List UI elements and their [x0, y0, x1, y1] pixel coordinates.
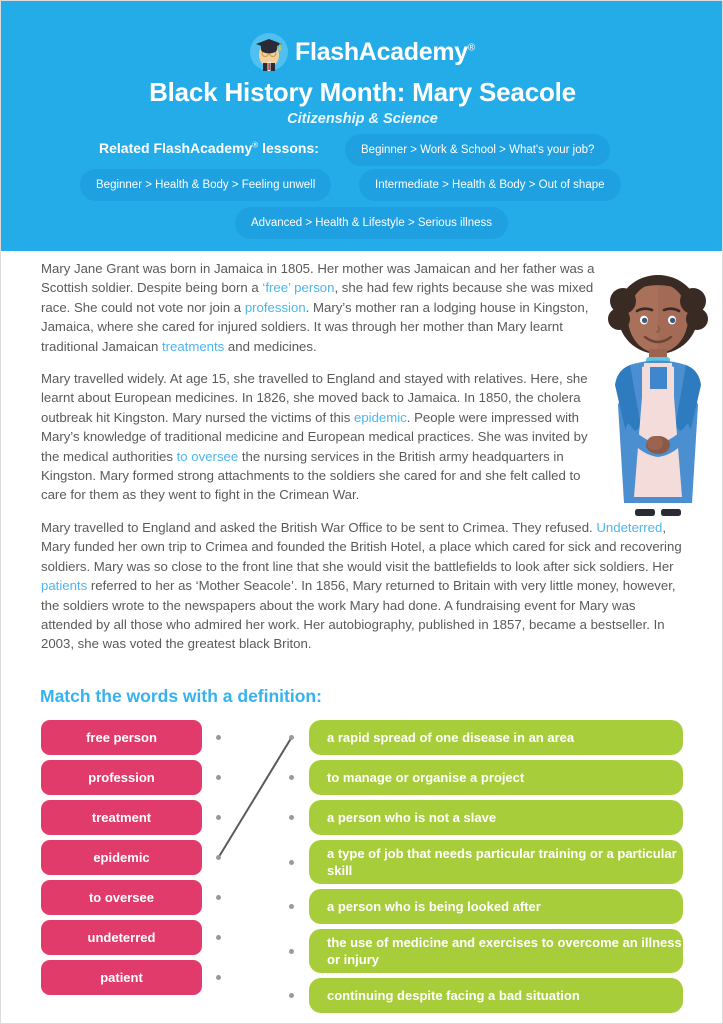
paragraph-text: Mary Jane Grant was born in Jamaica in 1805. Her mother was Jamaican and her father was a Scottish soldier. Despite being born a	[41, 261, 595, 296]
paragraph-text: the nursing services in the British army headquarters in Kingston. Mary formed strong attachments to the soldiers she cared for and she felt called to care for them as they went to fight in the Crimean War.	[41, 448, 581, 503]
brand-registered-mark: ®	[467, 42, 475, 54]
lesson-pill-2[interactable]: Beginner > Health & Body > Feeling unwell	[80, 169, 331, 201]
word-pill[interactable]: undeterred	[41, 920, 202, 955]
keyword-term[interactable]: profession	[244, 299, 306, 315]
definition-connector-dot[interactable]	[289, 775, 294, 780]
definition-connector-dot[interactable]	[289, 904, 294, 909]
paragraph-2	[41, 369, 597, 505]
lesson-pill-1[interactable]: Beginner > Work & School > What's your job?	[345, 134, 610, 166]
definition-pill[interactable]: to manage or organise a project	[309, 760, 683, 795]
word-pill[interactable]: free person	[41, 720, 202, 755]
paragraph-text: . People were impressed with Mary’s knowledge of traditional medicine and European medical practices. She was invited by the medical authorities	[41, 409, 588, 464]
definition-pill[interactable]: the use of medicine and exercises to overcome an illness or injury	[309, 929, 683, 973]
definition-pill[interactable]: continuing despite facing a bad situation	[309, 978, 683, 1013]
paragraph-text: , Mary funded her own trip to Crimea and founded the British Hotel, a place which cared for sick and recovering soldiers. Mary was so close to the front line that she would visit the battlefields to look after sick soldiers. Her	[41, 519, 682, 574]
definition-pill[interactable]: a person who is being looked after	[309, 889, 683, 924]
keyword-term[interactable]: epidemic	[353, 409, 407, 425]
word-connector-dot[interactable]	[216, 775, 221, 780]
word-pill[interactable]: to oversee	[41, 880, 202, 915]
definition-pill[interactable]: a rapid spread of one disease in an area	[309, 720, 683, 755]
related-lessons-label-pre: Related FlashAcademy	[99, 140, 253, 156]
definition-connector-dot[interactable]	[289, 949, 294, 954]
word-connector-dot[interactable]	[216, 815, 221, 820]
keyword-term[interactable]: ‘free’ person	[262, 280, 335, 296]
lesson-pill-4[interactable]: Advanced > Health & Lifestyle > Serious illness	[235, 207, 508, 239]
paragraph-text: Mary travelled to England and asked the British War Office to be sent to Crimea. They refused.	[41, 519, 597, 535]
page-title: Black History Month: Mary Seacole	[149, 77, 576, 107]
page-subtitle: Citizenship & Science	[287, 111, 438, 127]
keyword-term[interactable]: to oversee	[176, 448, 239, 464]
definition-connector-dot[interactable]	[289, 993, 294, 998]
article-body	[41, 259, 686, 667]
definition-pill[interactable]: a type of job that needs particular training or a particular skill	[309, 840, 683, 884]
word-connector-dot[interactable]	[216, 935, 221, 940]
paragraph-text: , she had few rights because she was mixed race. She could not vote nor join a	[41, 280, 594, 315]
word-pill[interactable]: patient	[41, 960, 202, 995]
word-pill[interactable]: profession	[41, 760, 202, 795]
word-pill[interactable]: epidemic	[41, 840, 202, 875]
keyword-term[interactable]: treatments	[161, 338, 225, 354]
word-connector-dot[interactable]	[216, 735, 221, 740]
graduate-avatar-icon	[250, 33, 288, 71]
paragraph-1	[41, 259, 597, 356]
paragraph-text: and medicines.	[224, 338, 317, 354]
brand-name-text: FlashAcademy	[295, 37, 468, 66]
match-connector-line	[219, 738, 292, 858]
match-section-title: Match the words with a definition:	[40, 686, 322, 706]
brand-logo	[1, 33, 723, 71]
definition-connector-dot[interactable]	[289, 735, 294, 740]
mary-seacole-nurse-illustration	[597, 263, 719, 521]
paragraph-text: . Mary’s mother ran a lodging house in Kingston, Jamaica, where she cared for injured soldiers. It was through her mother than Mary learnt traditional Jamaican	[41, 299, 589, 354]
related-lessons-registered-mark: ®	[252, 140, 259, 150]
lesson-pill-3[interactable]: Intermediate > Health & Body > Out of shape	[359, 169, 621, 201]
definition-connector-dot[interactable]	[289, 815, 294, 820]
paragraph-text: Mary travelled widely. At age 15, she travelled to England and stayed with relatives. Here, she learnt about European medicines. In 1826, she moved back to Jamaica. In 1850, the cholera outbreak hit Kingston. Mary nursed the victims of this	[41, 371, 588, 425]
related-lessons-label	[99, 140, 319, 156]
keyword-term[interactable]: patients	[41, 578, 88, 594]
paragraph-text: referred to her as ‘Mother Seacole’. In 1856, Mary returned to Britain with very little money, however, the soldiers wrote to the newspapers about the work Mary had done. A fundraising event for Mary was attended by all those who admired her work. Her autobiography, published in 1857, became a bestseller. In 2003, she was voted the greatest black Briton.	[41, 578, 676, 652]
word-connector-dot[interactable]	[216, 855, 221, 860]
definition-pill[interactable]: a person who is not a slave	[309, 800, 683, 835]
related-lessons-label-post: lessons:	[258, 140, 319, 156]
brand-name	[295, 37, 475, 66]
paragraph-3	[41, 518, 686, 654]
word-connector-dot[interactable]	[216, 895, 221, 900]
match-exercise	[1, 715, 723, 1005]
page-header	[1, 1, 723, 251]
word-pill[interactable]: treatment	[41, 800, 202, 835]
keyword-term[interactable]: Undeterred	[596, 519, 663, 535]
definition-connector-dot[interactable]	[289, 860, 294, 865]
word-connector-dot[interactable]	[216, 975, 221, 980]
